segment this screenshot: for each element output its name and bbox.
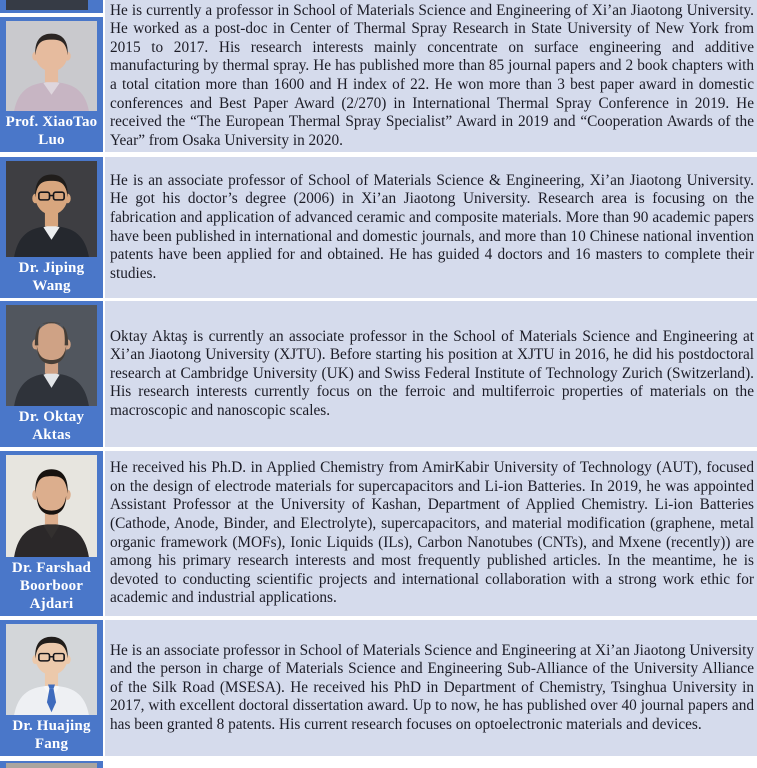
member-name-line: Luo [38,132,65,148]
member-name-line: Dr. Oktay [18,409,85,425]
bio-text: He is an associate professor of School of Materials Science & Engineering, Xi’an Jiaotong University. He got his doctor’s degree (2006) in Xi’an Jiaotong University. Research area is focusing on the fabrication and application of advanced ceramic and composite materials. More than 90 academic papers have been published in international and domestic journals, and more than 10 Chinese national invention patents have been applied for and obtained. He has guided 4 doctors and 16 masters to complete their studies. [110,171,754,282]
bio-text: Oktay Aktaş is currently an associate professor in the School of Materials Science and Engineering at Xi’an Jiaotong University (XJTU). Before starting his position at XJTU in 2016, he did his postdoctoral research at Cambridge University (UK) and Swiss Federal Institute of Technology Zurich (Switzerland). His research interests currently focus on the ferroic and multiferroic properties of materials on the macroscopic and nanoscopic scales. [110,327,754,419]
bio-text: He received his Ph.D. in Applied Chemistry from AmirKabir University of Technology (AUT), focused on the design of electrode materials for supercapacitors and Li-ion Batteries. In 2019, he was appointed Assistant Professor at the University of Kashan, Department of Applied Chemistry. Li-ion Batteries (Cathode, Anode, Binder, and Electrolyte), supercapacitors, and material modification (graphene, metal organic framework (MOFs), Ionic Liquids (ILs), Carbon Nanotubes (CNTs), and Mxene (recently)) are among his primary research interests and most frequently published articles. In the meantime, he is devoted to conducting scientific projects and international collaboration with a strong work ethic for academic and industrial applications. [110,459,754,607]
member-name-line: Fang [34,736,69,752]
member-photo [6,624,97,715]
person-portrait-silhouette [6,624,97,715]
bio-text: He is currently a professor in School of Materials Science and Engineering of Xi’an Jiaotong University. He worked as a post-doc in Center of Thermal Spray Research in State University of New York from 2015 to 2017. His research interests mainly concentrate on surface engineering and additive manufacturing by thermal spray. He has published more than 85 journal papers and 2 book chapters with a total citation more than 1600 and H index of 22. He won more than 3 best paper award in domestic conferences and Best Paper Award (2/270) in International Thermal Spray Conference in 2019. He received the “The European Thermal Spray Specialist” Award in 2019 and “Cooperation Awards of the Year” from Osaka University in 2020. [110,1,754,149]
member-photo [6,161,97,257]
previous-member-photo-fragment [6,0,88,10]
photo-name-column [0,0,103,768]
bio-cell-wang [105,157,757,298]
bio-cell-ajdari [105,451,757,616]
person-portrait-silhouette [6,455,97,557]
person-portrait-silhouette [6,21,97,111]
bio-cell-fang [105,620,757,756]
member-name-wang [0,259,103,298]
member-photo [6,305,97,406]
member-cell-wang [0,157,103,298]
member-name-fang [0,717,103,756]
member-name-line: Prof. XiaoTao [5,114,98,130]
previous-row-fragment [0,0,103,13]
next-row-fragment [0,761,103,768]
member-name-line: Aktas [32,427,71,443]
member-name-luo [0,113,103,152]
member-cell-ajdari [0,451,103,616]
person-portrait-silhouette [6,161,97,257]
member-name-line: Boorboor [19,578,84,594]
bio-text: He is an associate professor in School of Materials Science and Engineering at Xi’an Jiaotong University and the person in charge of Materials Science and Engineering Sub-Alliance of the University Alliance of the Silk Road (MSESA). He received his PhD in Department of Chemistry, Tsinghua University in 2017, with excellent doctoral dissertation award. Up to now, he has published over 40 journal papers and has been granted 8 patents. His current research focuses on optoelectronic materials and devices. [110,641,754,733]
bio-cell-aktas [105,301,757,447]
member-cell-aktas [0,301,103,447]
member-name-aktas [0,408,103,447]
bio-column [105,0,757,768]
member-name-line: Dr. Farshad [11,560,92,576]
member-name-line: Dr. Huajing [12,718,91,734]
member-name-line: Wang [32,278,71,294]
member-name-ajdari [0,559,103,616]
member-cell-luo [0,17,103,152]
bio-cell-luo [105,0,757,152]
member-photo [6,21,97,111]
next-member-photo-fragment [6,763,97,768]
member-name-line: Dr. Jiping [18,260,85,276]
person-portrait-silhouette [6,305,97,406]
member-name-line: Ajdari [29,596,74,612]
member-cell-fang [0,620,103,756]
member-photo [6,455,97,557]
